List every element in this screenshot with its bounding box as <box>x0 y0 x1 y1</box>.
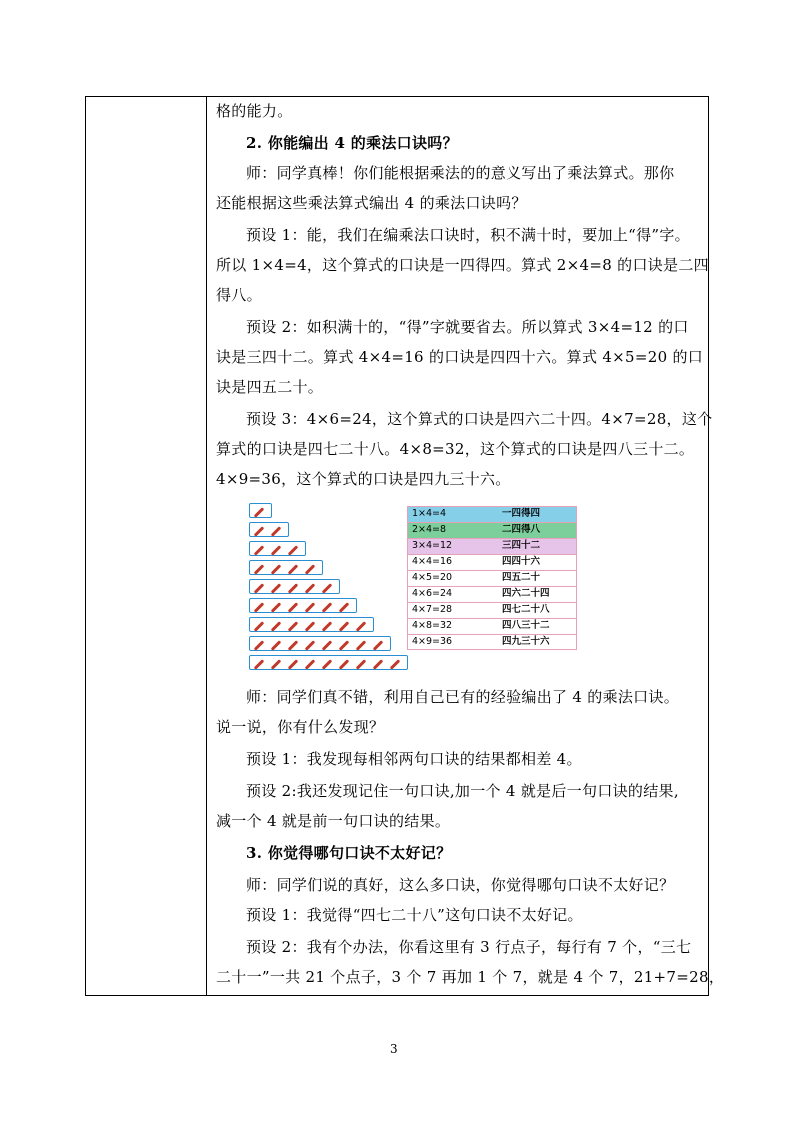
stick-icon <box>267 563 284 576</box>
stick-icon <box>335 658 352 671</box>
text-line: 预设 2:我还发现记住一句口诀,加一个 4 就是后一句口诀的结果, <box>246 782 679 800</box>
stick-row <box>249 598 357 613</box>
stick-icon <box>301 563 318 576</box>
stick-icon <box>301 639 318 652</box>
stick-icon <box>284 563 301 576</box>
stick-icon <box>284 582 301 595</box>
koujue-text: 二四得八 <box>502 524 541 535</box>
stick-icon <box>284 601 301 614</box>
stick-icon <box>318 620 335 633</box>
text-line: 算式的口诀是四七二十八。4×8=32，这个算式的口诀是四八三十二。 <box>216 440 695 458</box>
stick-row <box>249 503 272 518</box>
stick-icon <box>267 658 284 671</box>
column-divider <box>206 97 207 995</box>
lesson-table <box>85 96 725 996</box>
stick-icon <box>318 658 335 671</box>
koujue-row <box>407 522 577 538</box>
stick-icon <box>335 639 352 652</box>
text-line: 预设 1：我觉得“四七二十八”这句口诀不太好记。 <box>246 906 583 924</box>
stick-icon <box>250 506 267 519</box>
text-line: 预设 3：4×6=24，这个算式的口诀是四六二十四。4×7=28，这个 <box>246 410 713 428</box>
equation-text: 4×8=32 <box>412 620 453 631</box>
stick-icon <box>352 639 369 652</box>
koujue-row <box>407 602 577 618</box>
text-line: 格的能力。 <box>216 102 293 120</box>
text-line: 预设 2：如积满十的，“得”字就要省去。所以算式 3×4=12 的口 <box>246 318 689 336</box>
stick-icon <box>335 620 352 633</box>
text-line: 师：同学真棒！你们能根据乘法的的意义写出了乘法算式。那你 <box>246 164 675 182</box>
stick-diagram <box>249 503 389 675</box>
koujue-text: 一四得四 <box>502 508 541 519</box>
text-line: 师：同学们说的真好，这么多口诀，你觉得哪句口诀不太好记？ <box>246 876 675 894</box>
section-heading: 3. 你觉得哪句口诀不太好记？ <box>246 844 452 862</box>
text-line: 所以 1×4=4，这个算式的口诀是一四得四。算式 2×4=8 的口诀是二四 <box>216 256 709 274</box>
koujue-row <box>407 586 577 602</box>
koujue-text: 四六二十四 <box>502 588 550 599</box>
stick-row <box>249 541 306 556</box>
koujue-row <box>407 506 577 522</box>
stick-icon <box>267 601 284 614</box>
stick-icon <box>301 658 318 671</box>
text-line: 预设 1：能，我们在编乘法口诀时，积不满十时，要加上“得”字。 <box>246 226 690 244</box>
equation-text: 4×4=16 <box>412 556 453 567</box>
stick-icon <box>301 582 318 595</box>
koujue-text: 四七二十八 <box>502 604 550 615</box>
koujue-row <box>407 554 577 570</box>
stick-row <box>249 617 374 632</box>
stick-icon <box>267 544 284 557</box>
stick-icon <box>369 658 386 671</box>
stick-icon <box>250 658 267 671</box>
koujue-text: 四五二十 <box>502 572 541 583</box>
text-line: 说一说，你有什么发现？ <box>216 718 385 736</box>
stick-icon <box>318 582 335 595</box>
stick-icon <box>386 658 403 671</box>
stick-icon <box>250 563 267 576</box>
stick-icon <box>284 620 301 633</box>
stick-icon <box>250 601 267 614</box>
stick-icon <box>284 658 301 671</box>
stick-icon <box>284 639 301 652</box>
stick-icon <box>250 639 267 652</box>
koujue-table <box>407 506 577 650</box>
koujue-row <box>407 570 577 586</box>
equation-text: 4×5=20 <box>412 572 453 583</box>
text-line: 还能根据这些乘法算式编出 4 的乘法口诀吗？ <box>216 194 527 212</box>
page-number: 3 <box>390 1042 398 1056</box>
koujue-row <box>407 618 577 634</box>
section-heading: 2. 你能编出 4 的乘法口诀吗？ <box>246 134 458 152</box>
stick-icon <box>267 582 284 595</box>
stick-row <box>249 522 289 537</box>
stick-row <box>249 560 323 575</box>
stick-icon <box>301 620 318 633</box>
stick-icon <box>267 525 284 538</box>
stick-icon <box>250 582 267 595</box>
equation-text: 3×4=12 <box>412 540 453 551</box>
stick-row <box>249 655 408 670</box>
stick-icon <box>284 544 301 557</box>
stick-icon <box>267 639 284 652</box>
text-line: 预设 2：我有个办法，你看这里有 3 行点子，每行有 7 个，“三七 <box>246 938 692 956</box>
equation-text: 4×9=36 <box>412 636 453 647</box>
koujue-row <box>407 634 577 650</box>
stick-icon <box>335 601 352 614</box>
koujue-row <box>407 538 577 554</box>
stick-icon <box>318 639 335 652</box>
stick-icon <box>352 620 369 633</box>
stick-icon <box>352 658 369 671</box>
koujue-text: 四四十六 <box>502 556 541 567</box>
text-line: 得八。 <box>216 286 262 304</box>
stick-icon <box>267 620 284 633</box>
stick-row <box>249 579 340 594</box>
stick-icon <box>369 639 386 652</box>
text-line: 二十一”一共 21 个点子，3 个 7 再加 1 个 7，就是 4 个 7，21+7=28， <box>216 968 725 986</box>
text-line: 4×9=36，这个算式的口诀是四九三十六。 <box>216 470 511 488</box>
stick-row <box>249 636 391 651</box>
text-line: 师：同学们真不错，利用自己已有的经验编出了 4 的乘法口诀。 <box>246 688 680 706</box>
stick-icon <box>250 544 267 557</box>
stick-icon <box>250 525 267 538</box>
text-line: 诀是三四十二。算式 4×4=16 的口诀是四四十六。算式 4×5=20 的口 <box>216 348 704 366</box>
equation-text: 4×6=24 <box>412 588 453 599</box>
stick-icon <box>301 601 318 614</box>
equation-text: 4×7=28 <box>412 604 453 615</box>
koujue-text: 三四十二 <box>502 540 541 551</box>
koujue-text: 四九三十六 <box>502 636 550 647</box>
text-line: 预设 1：我发现每相邻两句口诀的结果都相差 4。 <box>246 750 582 768</box>
stick-icon <box>250 620 267 633</box>
multiplication-figure <box>249 503 579 675</box>
text-line: 减一个 4 就是前一句口诀的结果。 <box>216 812 451 830</box>
stick-icon <box>318 601 335 614</box>
equation-text: 2×4=8 <box>412 524 447 535</box>
koujue-text: 四八三十二 <box>502 620 550 631</box>
text-line: 诀是四五二十。 <box>216 378 324 396</box>
equation-text: 1×4=4 <box>412 508 447 519</box>
